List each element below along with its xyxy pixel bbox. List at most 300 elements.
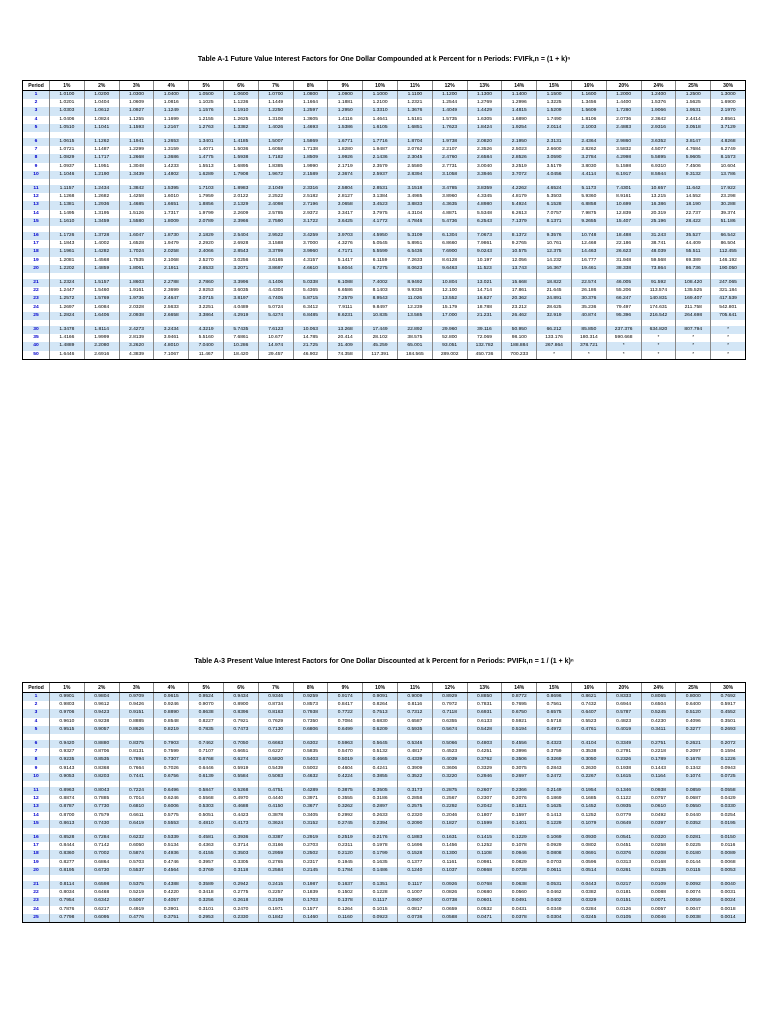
factor-cell: 4.5077 [641,146,676,154]
factor-cell: 3.8197 [223,295,258,303]
factor-cell: 1.4641 [363,116,398,124]
factor-cell: 0.0541 [606,834,641,842]
factor-cell: 0.0611 [537,867,572,875]
factor-cell: 0.3411 [641,726,676,734]
table-row [23,154,746,162]
table-row [23,914,746,923]
factor-cell: 0.3909 [397,765,432,773]
table-row [23,803,746,811]
factor-cell: 0.5718 [537,718,572,726]
factor-cell: 0.3589 [189,881,224,889]
factor-cell: 0.1229 [502,834,537,842]
factor-cell: 0.4803 [467,740,502,748]
factor-cell: 1.2190 [84,171,119,179]
factor-cell: 0.0680 [467,889,502,897]
factor-cell: 32.919 [537,312,572,320]
factor-cell: 2.1068 [154,257,189,265]
factor-cell: 12.239 [397,304,432,312]
factor-cell: 1.0615 [50,138,85,146]
factor-cell: 0.6663 [258,740,293,748]
factor-cell: 0.0514 [571,867,606,875]
factor-cell: 0.3677 [293,803,328,811]
factor-cell: 0.7903 [154,740,189,748]
table-row [23,859,746,867]
factor-cell: 0.7224 [119,787,154,795]
factor-cell: 9.6463 [432,265,467,273]
factor-cell: 1.8114 [84,326,119,334]
factor-cell: 2.1329 [223,201,258,209]
factor-cell: 0.5120 [676,709,711,717]
factor-cell: 2.6928 [223,240,258,248]
period-cell: 15 [23,820,50,828]
factor-cell: 17.861 [502,287,537,295]
factor-cell: 3.7975 [363,210,398,218]
factor-cell: 0.3503 [223,850,258,858]
rate-column-header: 25% [676,683,711,693]
factor-cell: 1.1100 [397,91,432,100]
factor-cell: 1.7535 [119,257,154,265]
factor-cell: 0.0859 [676,787,711,795]
factor-cell: 0.6611 [119,812,154,820]
factor-cell: 3.4785 [432,185,467,193]
period-cell: 18 [23,850,50,858]
factor-cell: 0.7130 [258,726,293,734]
factor-cell: 0.1252 [467,842,502,850]
factor-cell: 0.2697 [502,773,537,781]
factor-cell: 1.1449 [258,99,293,107]
factor-cell: 4.7405 [258,295,293,303]
period-cell: 2 [23,701,50,709]
factor-cell: 0.9434 [223,693,258,702]
factor-cell: 1.9738 [432,138,467,146]
factor-cell: 1.4166 [50,334,85,342]
table-row [23,232,746,240]
factor-cell: 0.6139 [189,773,224,781]
factor-cell: 2.2080 [84,342,119,350]
factor-cell: 0.2072 [711,740,746,748]
factor-cell: 0.5268 [223,787,258,795]
factor-cell: 0.8638 [189,709,224,717]
factor-cell: 0.8417 [328,701,363,709]
rate-column-header: 3% [119,81,154,91]
factor-cell: 0.0261 [606,867,641,875]
factor-cell: 3.5179 [537,163,572,171]
factor-cell: 0.0378 [502,914,537,923]
factor-cell: 0.4919 [119,906,154,914]
factor-cell: 0.6006 [154,803,189,811]
factor-cell: 0.3624 [258,820,293,828]
factor-cell: 117.391 [363,351,398,360]
factor-cell: 0.0047 [676,906,711,914]
factor-cell: 0.8772 [502,693,537,702]
factor-cell: 0.1413 [537,812,572,820]
factor-cell: 0.5219 [119,889,154,897]
factor-cell: 0.2765 [258,859,293,867]
factor-cell: 0.8734 [258,701,293,709]
factor-cell: 1.0700 [258,91,293,100]
factor-cell: 237.376 [606,326,641,334]
factor-cell: 590.668 [606,334,641,342]
factor-cell: 0.1938 [606,765,641,773]
factor-cell: 0.8880 [84,740,119,748]
factor-cell: 0.4581 [189,834,224,842]
factor-cell: 1.0609 [119,99,154,107]
factor-cell: 1.8280 [328,146,363,154]
factor-cell: 132.782 [467,342,502,350]
factor-cell: 0.1377 [397,859,432,867]
factor-cell: 0.0491 [502,897,537,905]
factor-cell: 0.0014 [711,914,746,923]
factor-cell: 0.4761 [571,726,606,734]
factor-cell: 1.4775 [189,154,224,162]
factor-cell: 8.6231 [328,312,363,320]
factor-cell: 10.286 [223,342,258,350]
factor-cell: 0.2791 [606,748,641,756]
factor-cell: 2.1970 [711,107,746,115]
factor-cell: 1.3195 [84,210,119,218]
factor-cell: 0.4970 [223,795,258,803]
factor-cell: 1.6890 [502,116,537,124]
period-cell: 11 [23,185,50,193]
factor-cell: 2.0258 [154,248,189,256]
factor-cell: 700.233 [502,351,537,360]
factor-cell: 7.0757 [537,210,572,218]
factor-cell: 1.9990 [293,163,328,171]
factor-cell: 0.8621 [571,693,606,702]
factor-cell: 0.7938 [293,709,328,717]
period-cell: 23 [23,295,50,303]
factor-cell: 8.5944 [641,171,676,179]
factor-cell: 3.5832 [606,146,641,154]
factor-cell: 3.8833 [397,201,432,209]
rate-column-header: 20% [606,81,641,91]
factor-cell: 11.467 [189,351,224,360]
factor-cell: 1.4233 [154,163,189,171]
factor-cell: 0.0596 [571,859,606,867]
factor-cell: 0.1443 [641,765,676,773]
factor-cell: 1.5513 [189,163,224,171]
factor-cell: 3.2251 [189,304,224,312]
factor-cell: 0.2317 [293,859,328,867]
factor-cell: 0.1460 [293,914,328,923]
factor-cell: 0.4241 [363,765,398,773]
factor-cell: 2.8543 [223,248,258,256]
factor-cell: 18.788 [467,304,502,312]
factor-cell: 4.3219 [189,326,224,334]
factor-cell: 0.3751 [154,914,189,923]
table-row [23,279,746,287]
factor-cell: 0.2257 [258,889,293,897]
period-column-header: Period [23,81,50,91]
factor-cell: 0.0031 [711,889,746,897]
factor-cell: 3.0658 [328,201,363,209]
factor-cell: 39.374 [711,210,746,218]
factor-cell: 0.2519 [328,834,363,842]
factor-cell: 0.3555 [328,795,363,803]
period-cell: 11 [23,787,50,795]
factor-cell: 0.4423 [223,812,258,820]
factor-cell: 0.8548 [154,718,189,726]
factor-cell: 2.8127 [328,193,363,201]
factor-cell: 1.5869 [293,138,328,146]
factor-cell: 7.0400 [189,342,224,350]
factor-cell: 1.8856 [189,201,224,209]
factor-cell: 3.8030 [571,163,606,171]
table-row [23,193,746,201]
factor-cell: 0.5067 [119,897,154,905]
factor-cell: 4.8980 [467,201,502,209]
rate-column-header: 13% [467,683,502,693]
factor-cell: 4.6610 [293,265,328,273]
factor-cell: 0.4823 [606,718,641,726]
factor-cell: 3.3996 [223,279,258,287]
factor-cell: 0.3166 [258,842,293,850]
factor-cell: 1.3108 [258,116,293,124]
factor-cell: 0.8885 [119,718,154,726]
factor-cell: 0.0659 [432,906,467,914]
factor-cell: * [571,351,606,360]
factor-cell: 0.0728 [502,867,537,875]
factor-cell: 3.6352 [641,138,676,146]
factor-cell: 3.7072 [502,171,537,179]
factor-cell: 0.0320 [641,834,676,842]
rate-column-header: 20% [606,683,641,693]
factor-cell: 11.642 [676,185,711,193]
factor-cell: 0.7579 [84,812,119,820]
factor-cell: 0.9151 [119,709,154,717]
factor-cell: 23.212 [502,304,537,312]
factor-cell: 22.737 [676,210,711,218]
factor-cell: 2.8526 [502,154,537,162]
factor-cell: 7.4301 [606,185,641,193]
factor-cell: 0.4936 [154,850,189,858]
factor-cell: 3.1722 [293,218,328,226]
factor-cell: 5.9605 [676,154,711,162]
period-cell: 22 [23,287,50,295]
factor-cell: 4.4304 [258,287,293,295]
factor-cell: 7.6861 [223,334,258,342]
factor-cell: 1.7024 [119,248,154,256]
factor-cell: 1.1268 [50,193,85,201]
rate-column-header: 2% [84,683,119,693]
factor-cell: 1.6528 [119,240,154,248]
factor-cell: 0.3075 [502,765,537,773]
factor-cell: 10.804 [432,279,467,287]
factor-cell: 30.376 [571,295,606,303]
factor-cell: 2.8531 [363,185,398,193]
table-row [23,842,746,850]
factor-cell: 0.6750 [502,709,537,717]
factor-cell: 1.1843 [50,240,85,248]
factor-cell: 5.3503 [537,193,572,201]
factor-cell: 1.9672 [258,171,293,179]
factor-cell: 9.2765 [502,240,537,248]
factor-cell: 0.6246 [154,795,189,803]
rate-column-header: 7% [258,81,293,91]
factor-cell: 1.1941 [119,138,154,146]
period-cell: 20 [23,867,50,875]
factor-cell: 0.1079 [571,820,606,828]
factor-cell: 0.7312 [397,709,432,717]
factor-cell: 0.2942 [223,881,258,889]
factor-cell: 6.1917 [606,171,641,179]
factor-cell: 0.4173 [223,820,258,828]
factor-cell: 0.7430 [84,820,119,828]
factor-cell: 7.4506 [676,163,711,171]
factor-cell: 9.3576 [537,232,572,240]
factor-cell: 0.5584 [223,773,258,781]
factor-cell: 1.5126 [119,210,154,218]
factor-cell: 0.6575 [537,709,572,717]
factor-cell: 15.179 [432,304,467,312]
factor-cell: 705.641 [711,312,746,320]
factor-cell: 21.231 [467,312,502,320]
factor-cell: 0.6095 [84,914,119,923]
factor-cell: 1.8424 [467,124,502,132]
factor-cell: 0.2307 [467,795,502,803]
table-row [23,850,746,858]
factor-cell: 0.5775 [154,812,189,820]
factor-cell: 0.8264 [363,701,398,709]
factor-cell: 0.6446 [189,765,224,773]
factor-cell: 25.196 [641,218,676,226]
factor-cell: 1.7490 [537,116,572,124]
factor-cell: 0.6806 [293,726,328,734]
factor-cell: 0.9053 [50,773,85,781]
period-cell: 9 [23,765,50,773]
factor-cell: 2.4364 [571,138,606,146]
factor-cell: 2.7860 [189,279,224,287]
factor-cell: 2.2522 [258,193,293,201]
factor-cell: 2.1950 [502,138,537,146]
factor-cell: 0.7722 [328,709,363,717]
factor-cell: 5.1173 [571,185,606,193]
factor-cell: 0.0817 [397,906,432,914]
factor-cell: 0.3262 [328,803,363,811]
factor-cell: 0.2366 [502,787,537,795]
factor-cell: 0.4039 [432,756,467,764]
period-cell: 4 [23,718,50,726]
period-cell: 7 [23,146,50,154]
factor-cell: 38.338 [606,265,641,273]
factor-cell: 4.8179 [502,193,537,201]
factor-cell: 11.026 [397,295,432,303]
factor-cell: 0.3878 [258,812,293,820]
factor-cell: 2.1719 [328,163,363,171]
factor-cell: 0.4523 [432,748,467,756]
period-cell: 20 [23,265,50,273]
factor-cell: 9.8497 [363,304,398,312]
rate-column-header: 5% [189,81,224,91]
factor-cell: 1.2824 [50,312,85,320]
factor-cell: 3.7000 [293,240,328,248]
factor-cell: 3.9703 [328,232,363,240]
factor-cell: 6.2543 [467,218,502,226]
factor-cell: 2.0820 [467,138,502,146]
table-row [23,116,746,124]
factor-cell: 0.8116 [397,701,432,709]
factor-cell: 1.8509 [293,154,328,162]
factor-cell: 0.0382 [571,889,606,897]
factor-cell: 1.6058 [258,146,293,154]
factor-cell: 0.1037 [432,867,467,875]
factor-cell: 5.4274 [258,312,293,320]
factor-cell: 1.2769 [467,99,502,107]
factor-cell: 95.396 [606,312,641,320]
period-cell: 14 [23,812,50,820]
factor-cell: 1.1000 [363,91,398,100]
factor-cell: 0.0757 [641,795,676,803]
factor-cell: 0.2875 [432,787,467,795]
factor-cell: 2.6916 [84,351,119,360]
factor-cell: 0.3505 [363,787,398,795]
factor-cell: 21.645 [537,287,572,295]
factor-cell: 0.5847 [189,787,224,795]
factor-cell: 3.4523 [363,201,398,209]
factor-cell: 0.8535 [84,756,119,764]
factor-cell: 0.3418 [189,889,224,897]
factor-cell: 0.0225 [676,842,711,850]
factor-cell: 8.1372 [502,232,537,240]
table-row [23,765,746,773]
factor-cell: 1.1726 [50,232,85,240]
factor-cell: 1.9161 [119,287,154,295]
factor-cell: 0.4289 [293,787,328,795]
factor-cell: 16.367 [537,265,572,273]
factor-cell: 55.511 [676,248,711,256]
rate-column-header: 25% [676,81,711,91]
factor-cell: 0.0329 [571,897,606,905]
factor-cell: 5.5160 [189,334,224,342]
factor-cell: 29.960 [432,326,467,334]
factor-cell: 1.5938 [223,154,258,162]
header-row [23,81,746,91]
period-column-header: Period [23,683,50,693]
rate-column-header: 6% [223,683,258,693]
factor-cell: 2.6658 [154,312,189,320]
table-row [23,889,746,897]
factor-cell: 6.5436 [397,248,432,256]
table-row [23,701,746,709]
factor-cell: 0.2946 [467,773,502,781]
factor-cell: 26.462 [502,312,537,320]
factor-cell: 321.184 [711,287,746,295]
factor-cell: 26.186 [571,287,606,295]
factor-cell: 0.4057 [154,897,189,905]
factor-cell: 180.314 [571,334,606,342]
factor-cell: 0.2751 [641,740,676,748]
factor-cell: 1.5007 [258,138,293,146]
factor-cell: 1.9999 [84,334,119,342]
factor-cell: 5.0724 [258,304,293,312]
factor-cell: 0.5963 [328,740,363,748]
factor-cell: 0.0092 [676,881,711,889]
factor-cell: 0.5553 [154,820,189,828]
factor-cell: 65.001 [397,342,432,350]
factor-cell: 0.5470 [328,748,363,756]
factor-cell: 2.1589 [293,171,328,179]
factor-cell: 0.7599 [154,748,189,756]
factor-cell: 1.1576 [189,107,224,115]
factor-cell: 17.922 [711,185,746,193]
factor-cell: 1.7623 [432,124,467,132]
factor-cell: 2.5785 [258,210,293,218]
factor-cell: 0.4665 [363,756,398,764]
factor-cell: 3.3799 [258,248,293,256]
factor-cell: 0.7730 [84,803,119,811]
factor-cell: 0.2693 [711,726,746,734]
factor-cell: 0.8874 [50,795,85,803]
